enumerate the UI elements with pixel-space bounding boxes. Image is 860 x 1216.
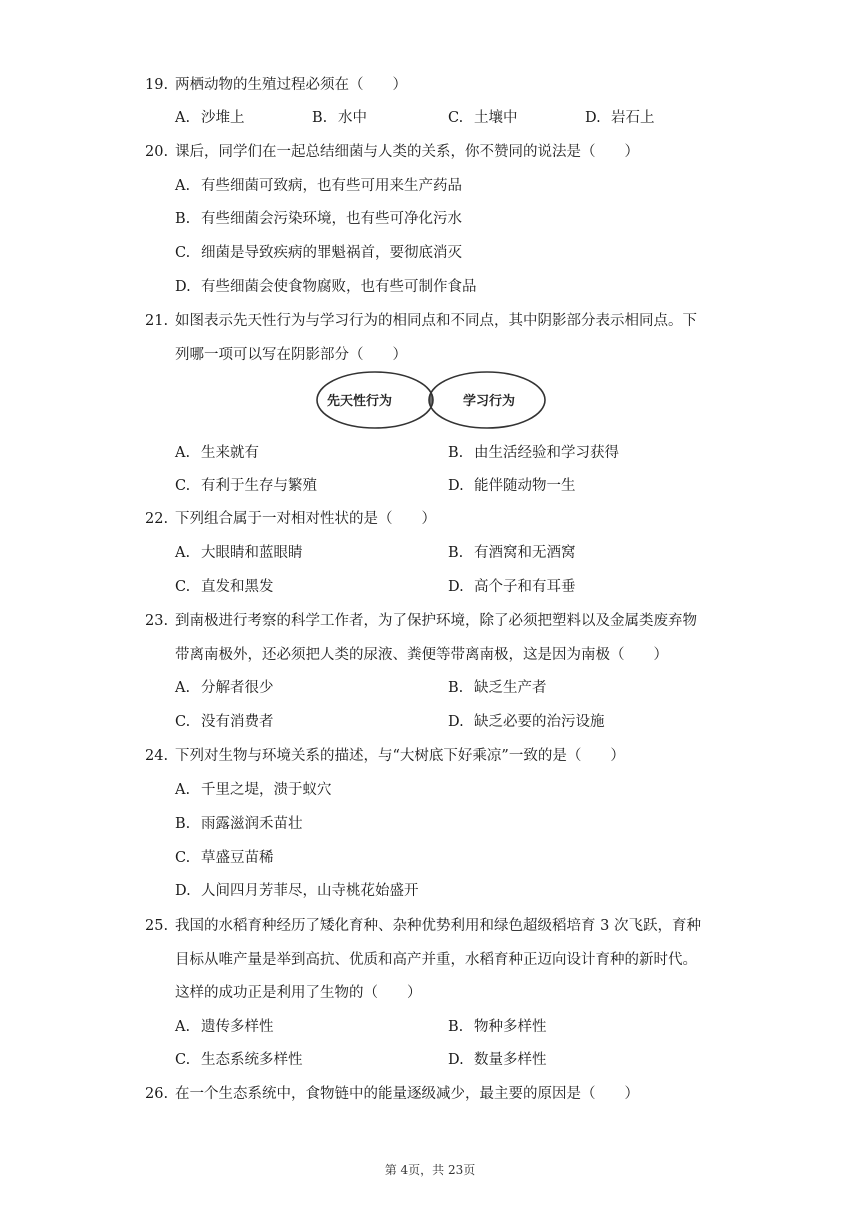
option-c: C. 土壤中 bbox=[448, 110, 518, 126]
option-b: B. 缺乏生产者 bbox=[448, 680, 547, 696]
question-stem-line2: 列哪一项可以写在阴影部分（ ） bbox=[175, 347, 407, 363]
option-d: D. 有些细菌会使食物腐败，也有些可制作食品 bbox=[175, 279, 477, 295]
question-stem-line2: 目标从唯产量是举到高抗、优质和高产并重，水稻育种正迈向设计育种的新时代。 bbox=[175, 952, 697, 968]
question-number: 26. bbox=[145, 1086, 169, 1102]
option-d: D. 人间四月芳菲尽，山寺桃花始盛开 bbox=[175, 883, 419, 899]
question-number: 23. bbox=[145, 613, 169, 629]
question-number: 22. bbox=[145, 511, 169, 527]
question-number: 25. bbox=[145, 918, 169, 934]
option-a: A. 沙堆上 bbox=[175, 110, 245, 126]
question-stem: 课后，同学们在一起总结细菌与人类的关系，你不赞同的说法是（ ） bbox=[175, 144, 639, 160]
option-b: B. 物种多样性 bbox=[448, 1019, 547, 1035]
option-c: C. 细菌是导致疾病的罪魁祸首，要彻底消灭 bbox=[175, 245, 462, 261]
question-stem-line2: 带离南极外，还必须把人类的尿液、粪便等带离南极，这是因为南极（ ） bbox=[175, 647, 668, 663]
option-d: D. 岩石上 bbox=[585, 110, 655, 126]
option-b: B. 雨露滋润禾苗壮 bbox=[175, 816, 303, 832]
option-c: C. 生态系统多样性 bbox=[175, 1052, 303, 1068]
option-a: A. 大眼睛和蓝眼睛 bbox=[175, 545, 303, 561]
option-d: D. 高个子和有耳垂 bbox=[448, 579, 576, 595]
option-c: C. 有利于生存与繁殖 bbox=[175, 478, 317, 494]
option-b: B. 有些细菌会污染环境，也有些可净化污水 bbox=[175, 211, 462, 227]
option-a: A. 分解者很少 bbox=[175, 680, 274, 696]
venn-diagram bbox=[315, 370, 547, 430]
option-d: D. 缺乏必要的治污设施 bbox=[448, 714, 605, 730]
question-stem: 如图表示先天性行为与学习行为的相同点和不同点，其中阴影部分表示相同点。下 bbox=[175, 313, 697, 329]
venn-right-label: 学习行为 bbox=[463, 394, 516, 409]
option-a: A. 遗传多样性 bbox=[175, 1019, 274, 1035]
venn-left-label: 先天性行为 bbox=[327, 394, 393, 409]
option-d: D. 数量多样性 bbox=[448, 1052, 547, 1068]
question-number: 24. bbox=[145, 748, 169, 764]
option-a: A. 有些细菌可致病，也有些可用来生产药品 bbox=[175, 178, 462, 194]
option-b: B. 由生活经验和学习获得 bbox=[448, 445, 619, 461]
question-stem-line3: 这样的成功正是利用了生物的（ ） bbox=[175, 985, 422, 1001]
question-number: 21. bbox=[145, 313, 169, 329]
option-b: B. 水中 bbox=[312, 110, 367, 126]
question-stem: 在一个生态系统中，食物链中的能量逐级减少，最主要的原因是（ ） bbox=[175, 1086, 639, 1102]
question-stem: 下列组合属于一对相对性状的是（ ） bbox=[175, 511, 436, 527]
option-a: A. 生来就有 bbox=[175, 445, 259, 461]
page-footer: 第 4页，共 23页 bbox=[384, 1163, 476, 1177]
question-number: 20. bbox=[145, 144, 169, 160]
option-a: A. 千里之堤，溃于蚁穴 bbox=[175, 782, 332, 798]
option-c: C. 直发和黑发 bbox=[175, 579, 274, 595]
question-number: 19. bbox=[145, 77, 169, 93]
question-stem: 两栖动物的生殖过程必须在（ ） bbox=[175, 77, 407, 93]
option-d: D. 能伴随动物一生 bbox=[448, 478, 576, 494]
option-b: B. 有酒窝和无酒窝 bbox=[448, 545, 576, 561]
question-stem: 下列对生物与环境关系的描述，与“大树底下好乘凉”一致的是（ ） bbox=[175, 748, 625, 764]
question-stem: 到南极进行考察的科学工作者，为了保护环境，除了必须把塑料以及金属类废弃物 bbox=[175, 613, 697, 629]
question-stem: 我国的水稻育种经历了矮化育种、杂种优势利用和绿色超级稻培育 3 次飞跃，育种 bbox=[175, 918, 701, 934]
option-c: C. 没有消费者 bbox=[175, 714, 274, 730]
option-c: C. 草盛豆苗稀 bbox=[175, 850, 274, 866]
